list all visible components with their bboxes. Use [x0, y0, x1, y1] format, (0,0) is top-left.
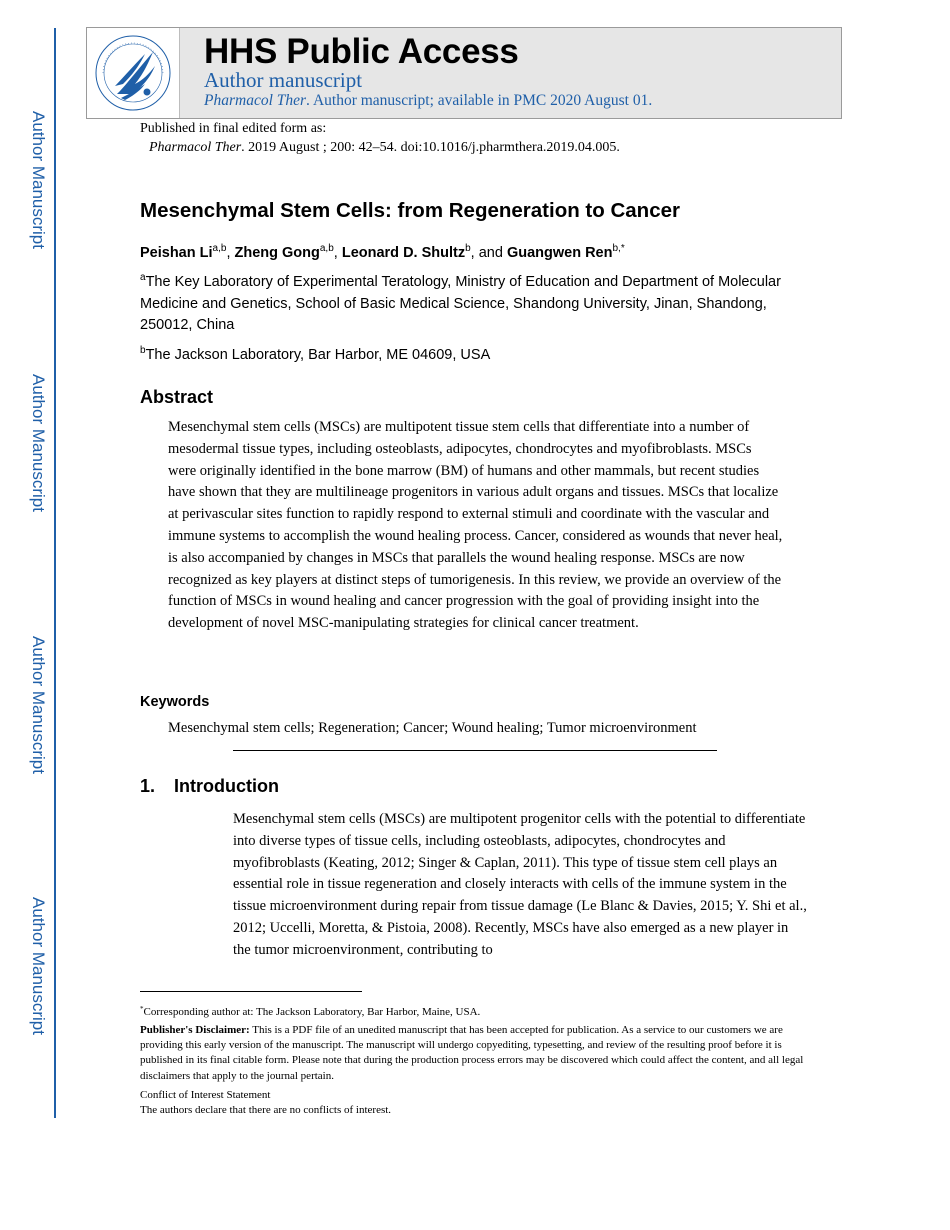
coi-heading: Conflict of Interest Statement: [140, 1089, 271, 1101]
journal-name: Pharmacol Ther: [204, 92, 307, 109]
hhs-title: HHS Public Access: [204, 32, 519, 71]
author-list: Peishan Li$^{a,b}$, Zheng Gong$^{a,b}$, Leonard D. Shultz$^b$, and Guangwen Ren$^{b,*}$: [140, 243, 625, 261]
published-label: Published in final edited form as:: [140, 121, 327, 136]
footnote-rule: [140, 991, 362, 992]
keywords-heading: Keywords: [140, 694, 210, 710]
article-title: Mesenchymal Stem Cells: from Regeneration to Cancer: [140, 199, 680, 222]
manuscript-type: Author manuscript: [204, 68, 363, 92]
pmc-availability: Pharmacol Ther. Author manuscript; available in PMC 2020 August 01.: [204, 92, 653, 109]
affiliation-a: $^a$The Key Laboratory of Experimental Teratology, Ministry of Education and Department of Molecular Medicine and Genetics, School of Basic Medical Science, Shandong University, Jinan, Shandong, 250012, China: [140, 272, 781, 333]
coi-text: The authors declare that there are no conflicts of interest.: [140, 1104, 392, 1116]
citation-line: Pharmacol Ther. 2019 August ; 200: 42–54. doi:10.1016/j.pharmthera.2019.04.005.: [149, 140, 620, 155]
corresponding-footnote: *Corresponding author at: The Jackson Laboratory, Bar Harbor, Maine, USA.: [140, 1005, 481, 1018]
keywords-text: Mesenchymal stem cells; Regeneration; Cancer; Wound healing; Tumor microenvironment: [168, 720, 697, 736]
introduction-text: Mesenchymal stem cells (MSCs) are multipotent progenitor cells with the potential to differentiate into diverse types of tissue cells, including osteoblasts, adipocytes, chondrocytes and myofibroblasts (Keating, 2012; Singer & Caplan, 2011). This type of tissue stem cell plays an essential role in tissue regeneration and closely interacts with cells of the immune system in the tissue microenvironment during repair from tissue damage (Le Blanc & Davies, 2015; Y. Shi et al., 2012; Uccelli, Moretta, & Pistoia, 2008). Recently, MSCs have also emerged as a new player in the tumor microenvironment, contributing to: [233, 811, 807, 958]
publisher-disclaimer: Publisher's Disclaimer: This is a PDF file of an unedited manuscript that has been accepted for publication. As a service to our customers we are providing this early version of the manuscript. The manuscript will undergo copyediting, typesetting, and review of the resulting proof before it is published in its final citable form. Please note that during the production process errors may be discovered which could affect the content, and all legal disclaimers that apply to the journal pertain.: [140, 1024, 804, 1082]
margin-rule: [54, 28, 56, 1118]
abstract-heading: Abstract: [140, 387, 214, 407]
introduction-heading: Introduction: [174, 776, 279, 796]
section-divider: [233, 750, 717, 751]
journal-name: Pharmacol Ther: [149, 140, 242, 155]
section-number: 1.: [140, 776, 156, 796]
affiliation-b: $^b$The Jackson Laboratory, Bar Harbor, ME 04609, USA: [140, 345, 491, 363]
hhs-eagle-seal-icon: [87, 28, 180, 118]
hhs-header: [86, 27, 842, 119]
abstract-text: Mesenchymal stem cells (MSCs) are multipotent tissue stem cells that differentiate into a number of mesodermal tissue types, including osteoblasts, adipocytes, chondrocytes and myofibroblasts. MSCs were originally identified in the bone marrow (BM) of humans and other mammals, but recent studies have shown that they are multilineage progenitors in various adult organs and tissues. MSCs that localize at perivascular sites function to rapidly respond to external stimuli and coordinate with the vascular and immune systems to accomplish the wound healing process. Cancer, considered as wounds that never heal, is also accompanied by changes in MSCs that parallels the wound healing response. MSCs are now recognized as key players at distinct steps of tumorigenesis. In this review, we provide an overview of the function of MSCs in wound healing and cancer progression with the goal of providing insight into the development of novel MSC-manipulating strategies for clinical cancer treatment.: [168, 419, 783, 632]
